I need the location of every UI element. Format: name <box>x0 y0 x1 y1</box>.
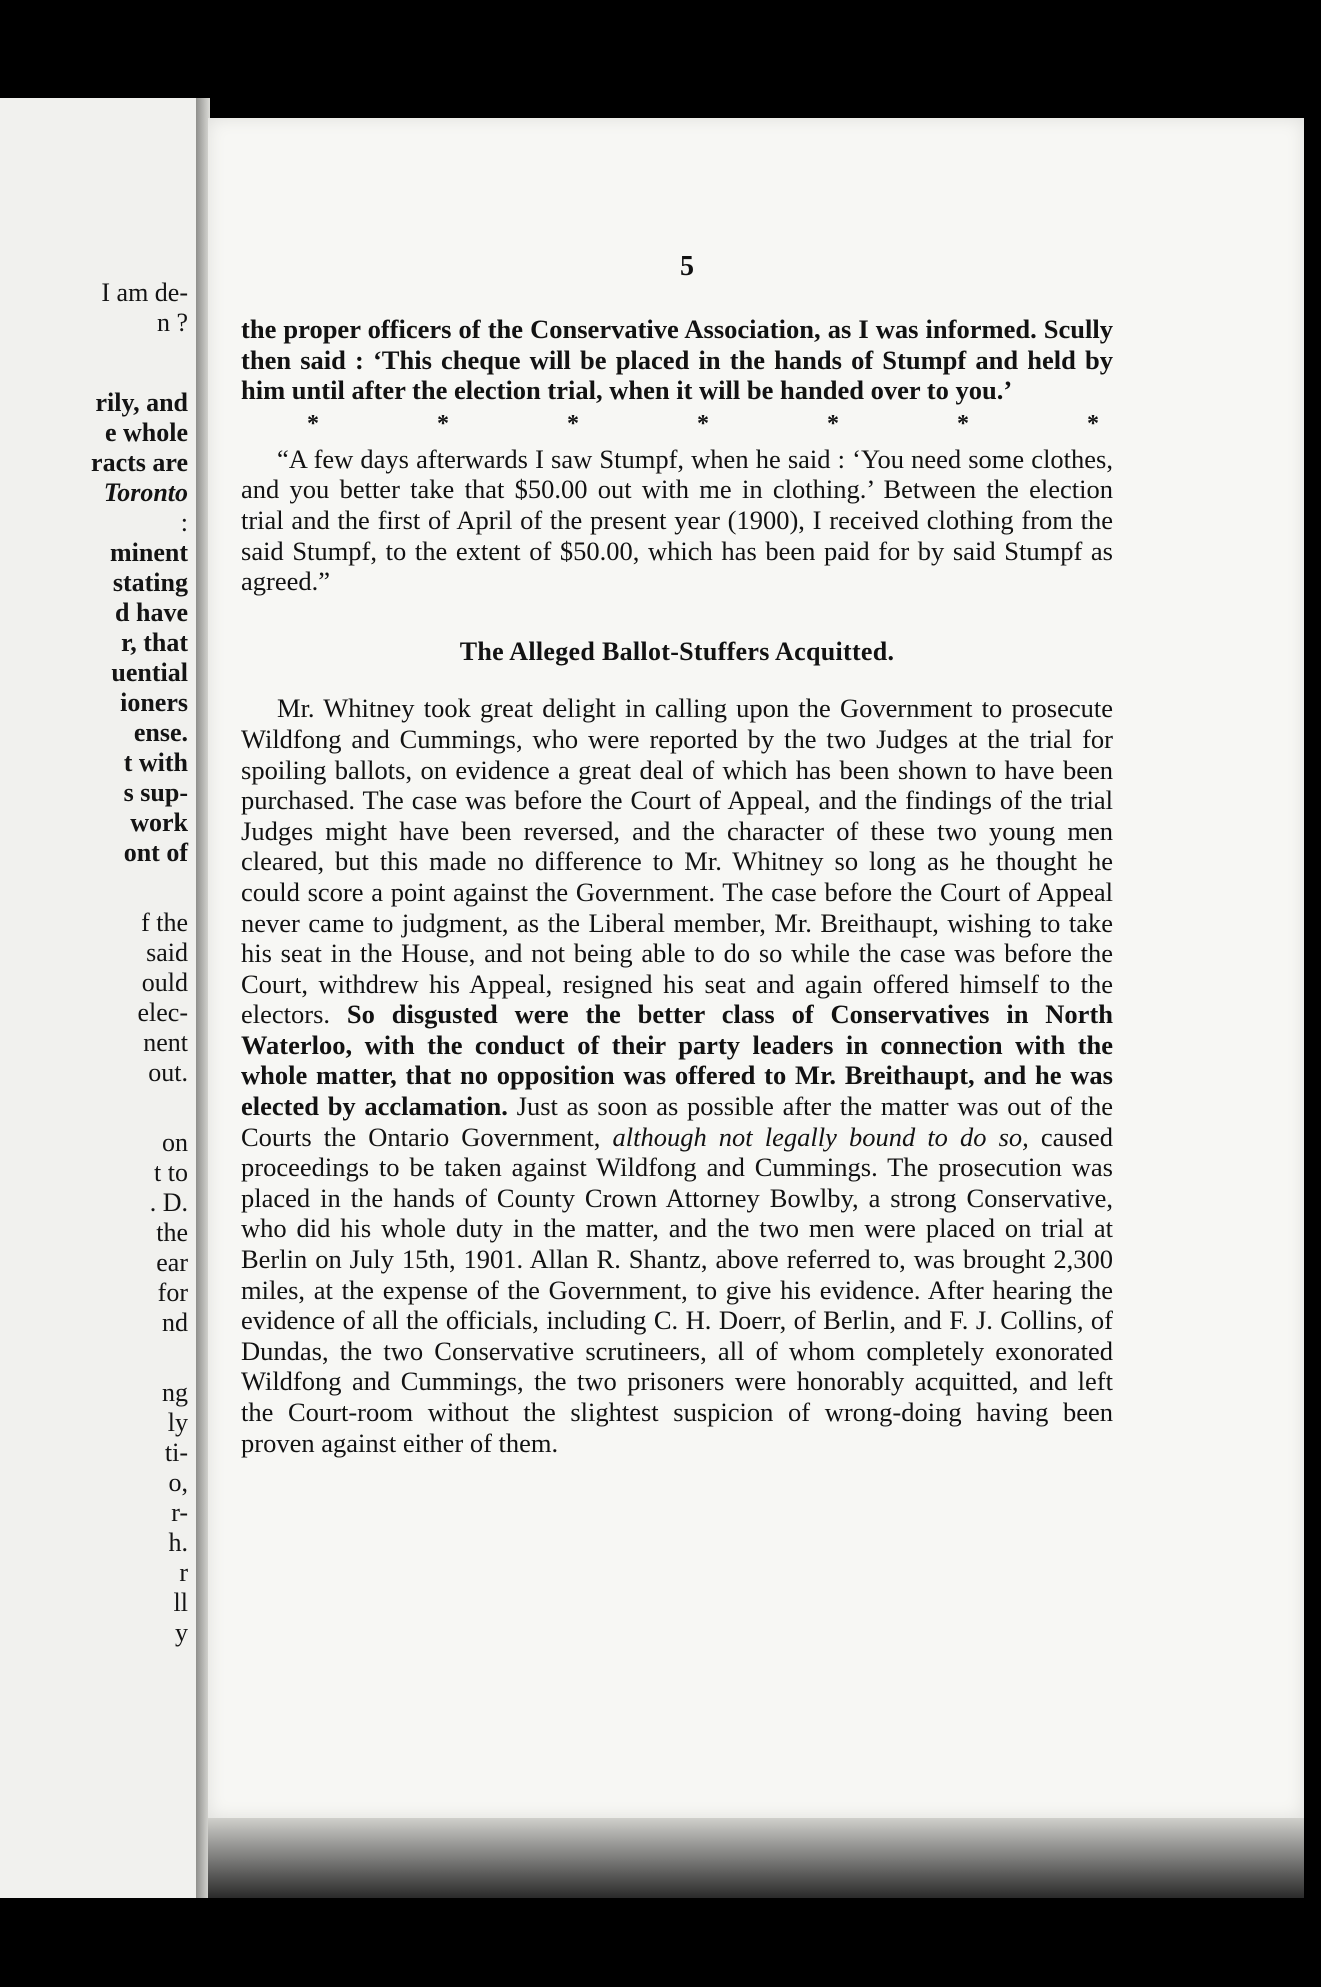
star-6: * <box>1087 410 1099 437</box>
left-page-line: ioners <box>120 688 188 717</box>
left-page-line: ly <box>167 1408 188 1437</box>
paragraph-cheque: the proper officers of the Conservative Association, as I was informed. Scully then said : ‘This cheque will be placed in the hands of Stumpf and held by him until after the election trial, when it will be handed over to you.’ <box>241 314 1113 406</box>
left-page-line: o, <box>168 1468 188 1497</box>
paragraph-acquitted-part2: Just as soon as possible after the matter was out of the Courts the Ontario Government, <box>241 1091 1114 1152</box>
left-page-line: r, that <box>121 628 188 657</box>
paragraph-acquitted-italic: although not legally bound to do so, <box>612 1121 1029 1152</box>
star-2: * <box>567 410 579 437</box>
left-page-line: uential <box>111 658 188 687</box>
left-page-line: t with <box>123 748 188 777</box>
left-page-line: n ? <box>156 308 188 337</box>
left-page-line: : <box>180 508 188 537</box>
left-page-line: r- <box>171 1498 188 1527</box>
left-page-line: the <box>156 1218 188 1247</box>
left-page-line: ti- <box>164 1438 188 1467</box>
left-page-line: said <box>146 938 188 967</box>
left-page-line: racts are <box>91 448 188 477</box>
left-page-line: ont of <box>123 838 188 867</box>
section-break-stars <box>241 410 1113 438</box>
star-0: * <box>307 410 319 437</box>
left-page-line: ear <box>156 1248 188 1277</box>
page-number: 5 <box>680 251 694 282</box>
left-page-line: f the <box>141 908 188 937</box>
left-page-line: out. <box>148 1058 188 1087</box>
left-facing-page <box>0 98 198 1898</box>
left-page-line: y <box>175 1618 188 1647</box>
left-page-line: r <box>179 1558 188 1587</box>
paragraph-acquitted-part3: caused proceedings to be taken against Wildfong and Cummings. The prosecution was placed in the hands of County Crown Attorney Bowlby, a strong Conservative, who did his whole duty in the matter, and the two men were placed on trial at Berlin on July 15th, 1901. Allan R. Shantz, above referred to, was brought 2,300 miles, at the expense of the Government, to give his evidence. After hearing the evidence of all the officials, including C. H. Doerr, of Berlin, and F. J. Collins, of Dundas, the two Conservative scrutineers, all of whom completely exonorated Wildfong and Cummings, the two prisoners were honorably acquitted, and left the Court-room without the slightest suspicion of wrong-doing having been proven against either of them. <box>241 1121 1114 1458</box>
paragraph-acquitted-part1: Mr. Whitney took great delight in calling upon the Government to prosecute Wildfong and Cummings, who were reported by the two Judges at the trial for spoiling ballots, on evidence a great deal of which has been shown to have been purchased. The case was before the Court of Appeal, and the findings of the trial Judges might have been reversed, and the character of these two young men cleared, but this made no difference to Mr. Whitney so long as he thought he could score a point against the Government. The case before the Court of Appeal never came to judgment, as the Liberal member, Mr. Breithaupt, wishing to take his seat in the House, and not being able to do so while the case was before the Court, withdrew his Appeal, resigned his seat and again offered himself to the electors. <box>241 693 1113 1030</box>
right-page <box>208 118 1304 1818</box>
left-page-line: minent <box>110 538 188 567</box>
left-page-line: nd <box>162 1308 188 1337</box>
star-3: * <box>697 410 709 437</box>
left-page-line: h. <box>168 1528 188 1557</box>
left-page-line: rily, and <box>95 388 188 417</box>
left-page-line: for <box>157 1278 188 1307</box>
left-page-line: stating <box>112 568 188 597</box>
left-page-line: s sup- <box>123 778 188 807</box>
left-page-line: elec- <box>137 998 188 1027</box>
page-bottom-shadow <box>208 1818 1304 1898</box>
star-4: * <box>827 410 839 437</box>
left-page-line: ense. <box>133 718 188 747</box>
paragraph-acquitted-bold: So disgusted were the better class of Conservatives in North Waterloo, with the conduct of their party leaders in connection with the whole matter, that no opposition was offered to Mr. Breithaupt, and he was elected by acclamation. <box>241 999 1114 1122</box>
star-1: * <box>437 410 449 437</box>
paragraph-acquitted <box>241 693 1113 1458</box>
star-5: * <box>957 410 969 437</box>
left-page-line: nent <box>143 1028 188 1057</box>
left-page-line: ll <box>173 1588 188 1617</box>
page-body <box>241 314 1113 1458</box>
left-page-line: on <box>162 1128 188 1157</box>
left-page-line: ould <box>141 968 188 997</box>
left-page-line: Toronto <box>103 478 188 507</box>
left-page-line: e whole <box>104 418 188 447</box>
left-page-line: work <box>130 808 188 837</box>
left-page-line: d have <box>115 598 188 627</box>
left-page-line: . D. <box>149 1188 188 1217</box>
left-page-line: I am de- <box>101 278 188 307</box>
left-page-line: ng <box>162 1378 188 1407</box>
left-page-line: t to <box>154 1158 188 1187</box>
section-heading: The Alleged Ballot-Stuffers Acquitted. <box>459 636 895 666</box>
paragraph-stumpf-clothing: “A few days afterwards I saw Stumpf, when he said : ‘You need some clothes, and you better take that $50.00 out with me in clothing.’ Between the election trial and the first of April of the present year (1900), I received clothing from the said Stumpf, to the extent of $50.00, which has been paid for by said Stumpf as agreed.” <box>241 443 1113 597</box>
